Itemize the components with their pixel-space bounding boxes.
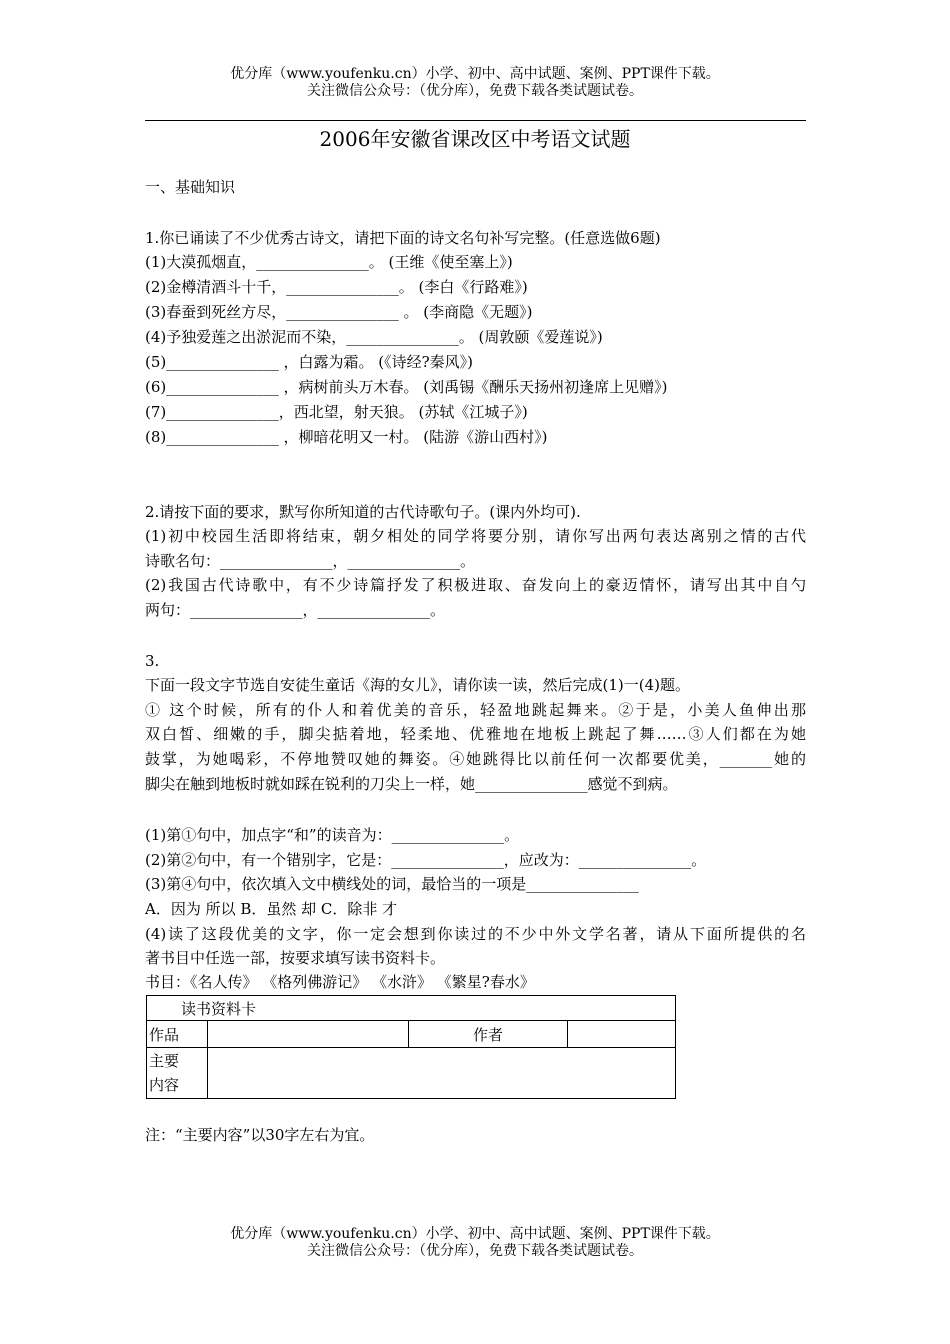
section-heading: 一、基础知识 — [145, 178, 236, 196]
q3-passage-line: 脚尖在触到地板时就如踩在锐利的刀尖上一样，她_______________感觉不到病。 — [145, 775, 678, 793]
q3-sub1: (1)第①句中，加点字“和”的读音为：_______________。 — [145, 826, 520, 844]
author-label: 作者 — [409, 1021, 568, 1048]
content-label-line2: 内容 — [149, 1076, 180, 1094]
card-note: 注：“主要内容”以30字左右为宜。 — [145, 1126, 375, 1144]
exam-title: 2006年安徽省课改区中考语文试题 — [319, 127, 631, 151]
q1-item: (8)_______________ ，柳暗花明又一村。 (陆游《游山西村》) — [145, 428, 548, 446]
header-line-1: 优分库（www.youfenku.cn）小学、初中、高中试题、案例、PPT课件下载。 — [230, 66, 720, 82]
q1-item: (7)_______________，西北望，射天狼。 (苏轼《江城子》) — [145, 403, 528, 421]
work-field[interactable] — [208, 1021, 409, 1048]
header-line-2: 关注微信公众号：（优分库），免费下载各类试题试卷。 — [307, 83, 643, 99]
q1-item: (6)_______________ ，病树前头万木春。 (刘禹锡《酬乐天扬州初逢席上见赠》) — [145, 378, 668, 396]
q2-intro: 2.请按下面的要求，默写你所知道的古代诗歌句子。(课内外均可). — [145, 503, 581, 521]
q3-passage-line: ① 这个时候，所有的仆人和着优美的音乐，轻盈地跳起舞来。②于是，小美人鱼伸出那 — [145, 701, 806, 719]
q3-passage-line: 双白皙、细嫩的手，脚尖掂着地，轻柔地、优雅地在地板上跳起了舞……③人们都在为她 — [145, 725, 806, 743]
q1-item: (4)予独爱莲之出淤泥而不染，_______________。 (周敦颐《爱莲说》) — [145, 328, 603, 346]
q3-sub2: (2)第②句中，有一个错别字，它是：_______________，应改为：_______________。 — [145, 851, 707, 869]
q3-options: A．因为 所以 B．虽然 却 C．除非 才 — [145, 900, 398, 918]
q1-item: (5)_______________ ，白露为霜。 (《诗经?秦风》) — [145, 353, 474, 371]
q3-intro: 下面一段文字节选自安徒生童话《海的女儿》，请你读一读，然后完成(1)一(4)题。 — [145, 676, 690, 694]
q1-item: (2)金樽清酒斗十千，_______________。 (李白《行路难》) — [145, 278, 528, 296]
card-work-row — [147, 1021, 676, 1048]
q2-part2-line1: (2)我国古代诗歌中，有不少诗篇抒发了积极进取、奋发向上的豪迈情怀，请写出其中自勺 — [145, 576, 806, 594]
card-title: 读书资料卡 — [147, 996, 676, 1021]
page-header — [0, 66, 950, 100]
q3-sub4-line1: (4)读了这段优美的文字，你一定会想到你读过的不少中外文学名著，请从下面所提供的名 — [145, 925, 806, 943]
q1-intro: 1.你已诵读了不少优秀古诗文，请把下面的诗文名句补写完整。(任意选做6题) — [145, 229, 661, 247]
q3-passage-line: 鼓掌，为她喝彩，不停地赞叹她的舞姿。④她跳得比以前任何一次都要优美，_______她的 — [145, 750, 806, 768]
card-title-row — [147, 996, 676, 1021]
q2-part1-line1: (1)初中校园生活即将结束，朝夕相处的同学将要分别，请你写出两句表达离别之情的古代 — [145, 527, 806, 545]
q3-sub4-line2: 著书目中任选一部，按要求填写读书资料卡。 — [145, 949, 446, 967]
q3-number: 3. — [145, 652, 160, 670]
page-footer — [0, 1226, 950, 1260]
card-content-row — [147, 1048, 676, 1099]
q1-item: (1)大漠孤烟直，_______________。 (王维《使至塞上》) — [145, 253, 513, 271]
q2-part1-line2: 诗歌名句：_______________，_______________。 — [145, 552, 476, 570]
content-label — [147, 1048, 208, 1099]
q1-item: (3)春蚕到死丝方尽，_______________ 。 (李商隐《无题》) — [145, 303, 533, 321]
footer-line-2: 关注微信公众号：（优分库），免费下载各类试题试卷。 — [307, 1243, 643, 1259]
author-field[interactable] — [568, 1021, 676, 1048]
footer-line-1: 优分库（www.youfenku.cn）小学、初中、高中试题、案例、PPT课件下载。 — [230, 1226, 720, 1242]
content-label-line1: 主要 — [149, 1052, 180, 1070]
q2-part2-line2: 两句：_______________，_______________。 — [145, 601, 446, 619]
content-field[interactable] — [208, 1048, 676, 1099]
q3-sub3: (3)第④句中，依次填入文中横线处的词，最恰当的一项是_______________ — [145, 875, 639, 893]
header-rule — [145, 120, 806, 121]
work-label: 作品 — [147, 1021, 208, 1048]
q3-booklist: 书目：《名人传》 《格列佛游记》 《水浒》 《繁星?春水》 — [145, 973, 535, 991]
reading-card-table — [146, 995, 676, 1099]
